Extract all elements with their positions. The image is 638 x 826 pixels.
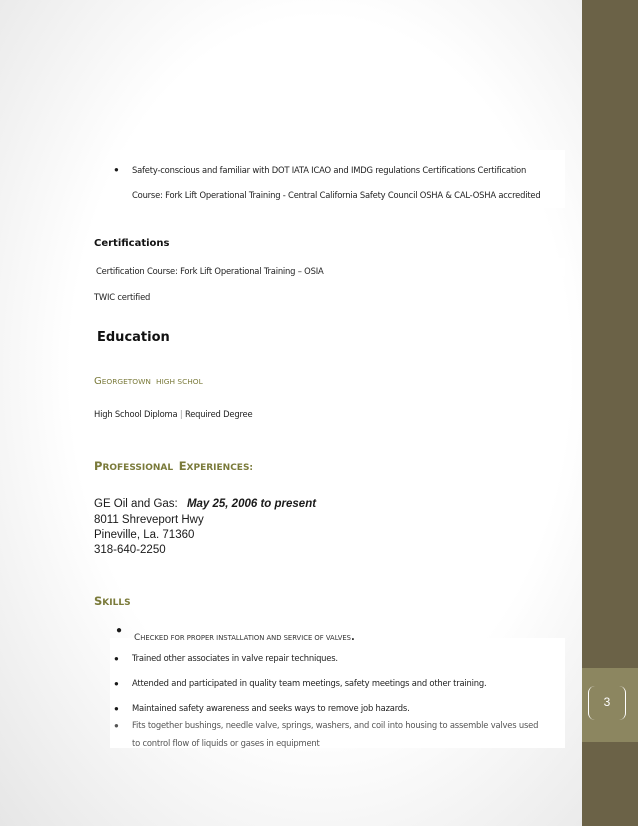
twic-certified: TWIC certified bbox=[94, 292, 151, 302]
diploma-line: High School Diploma | Required Degree bbox=[94, 409, 253, 419]
address-line-1: 8011 Shreveport Hwy bbox=[94, 514, 204, 526]
bullet-icon: ● bbox=[114, 679, 119, 688]
employment-dates: May 25, 2006 to present bbox=[186, 498, 317, 510]
bullet-icon: ● bbox=[114, 704, 119, 713]
skill-valve-check: CHECKED FOR PROPER INSTALLATION AND SERVICE OF VALVES. bbox=[134, 632, 355, 643]
bullet-icon: ● bbox=[114, 165, 119, 174]
phone-number: 318-640-2250 bbox=[94, 544, 166, 556]
bullet-icon: ● bbox=[114, 654, 119, 663]
certification-course: Certification Course: Fork Lift Operational Training – OSIA bbox=[96, 266, 324, 276]
skill-item-continuation: to control flow of liquids or gases in equipment bbox=[132, 738, 320, 748]
safety-line-1: Safety-conscious and familiar with DOT IATA ICAO and IMDG regulations Certifications Certification bbox=[132, 165, 527, 175]
employer-line bbox=[94, 498, 316, 510]
skills-heading: SKILLS bbox=[94, 594, 131, 608]
safety-line-2: Course: Fork Lift Operational Training - Central California Safety Council OSHA & CAL-OSHA accredited bbox=[132, 190, 541, 200]
skill-item: Fits together bushings, needle valve, springs, washers, and coil into housing to assemble valves used bbox=[132, 720, 539, 730]
skill-item: Trained other associates in valve repair techniques. bbox=[132, 653, 338, 663]
page-number: 3 bbox=[603, 695, 611, 709]
education-heading: Education bbox=[97, 330, 170, 345]
certifications-heading: Certifications bbox=[94, 238, 170, 249]
experience-heading: PROFESSIONAL EXPERIENCES: bbox=[94, 459, 254, 473]
skill-item: Maintained safety awareness and seeks ways to remove job hazards. bbox=[132, 703, 410, 713]
employer: GE Oil and Gas: bbox=[94, 498, 178, 510]
skill-item: Attended and participated in quality team meetings, safety meetings and other training. bbox=[132, 678, 487, 688]
bullet-icon: ● bbox=[116, 625, 123, 636]
school-name: GEORGETOWN HIGH SCHOL bbox=[94, 376, 203, 387]
page-number-bracket bbox=[588, 686, 626, 720]
address-line-2: Pineville, La. 71360 bbox=[94, 529, 195, 541]
bullet-icon: ● bbox=[114, 721, 119, 730]
